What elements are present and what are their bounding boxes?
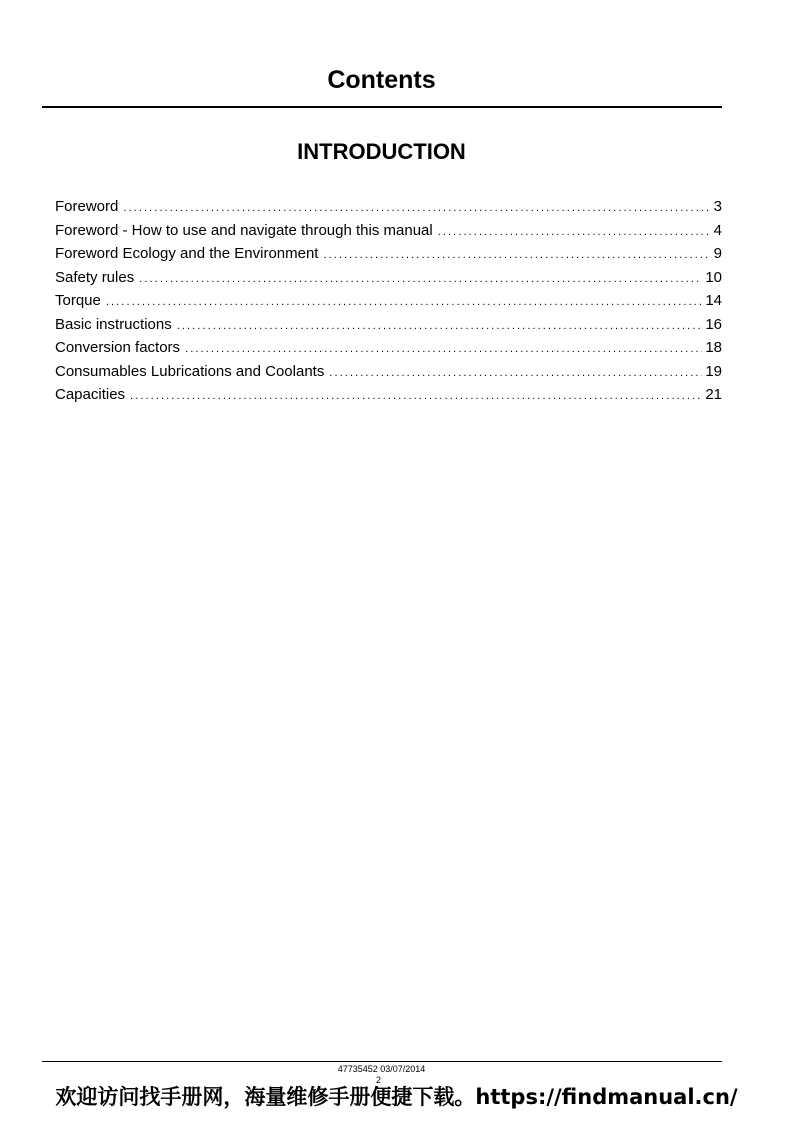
header-rule xyxy=(42,106,722,108)
dot-leader xyxy=(438,221,711,243)
table-of-contents xyxy=(55,196,722,408)
toc-entry-label[interactable]: Basic instructions xyxy=(55,315,172,333)
document-code: 47735452 03/07/2014 xyxy=(337,1064,426,1074)
footer-rule xyxy=(42,1061,722,1062)
toc-entry-page[interactable]: 19 xyxy=(705,362,722,380)
toc-entry-foreword-ecology[interactable] xyxy=(55,243,722,267)
toc-entry-safety-rules[interactable] xyxy=(55,267,722,291)
dot-leader xyxy=(139,268,702,290)
toc-entry-label[interactable]: Capacities xyxy=(55,386,126,403)
dot-leader xyxy=(177,315,703,337)
toc-entry-conversion-factors[interactable] xyxy=(55,337,722,361)
toc-entry-page[interactable]: 16 xyxy=(705,315,722,333)
dot-leader xyxy=(130,385,702,407)
toc-entry-label[interactable]: Foreword xyxy=(55,198,119,215)
toc-entry-label[interactable]: Safety rules xyxy=(55,268,135,286)
toc-entry-page[interactable]: 18 xyxy=(705,339,722,356)
dot-leader xyxy=(329,362,702,384)
toc-entry-torque[interactable] xyxy=(55,290,722,314)
toc-entry-foreword-navigate[interactable] xyxy=(55,220,722,244)
dot-leader xyxy=(323,244,710,266)
toc-entry-basic-instructions[interactable] xyxy=(55,314,722,338)
dot-leader xyxy=(106,291,702,313)
toc-entry-page[interactable]: 3 xyxy=(713,198,722,215)
toc-entry-label[interactable]: Consumables Lubrications and Coolants xyxy=(55,362,325,380)
toc-entry-page[interactable]: 9 xyxy=(713,245,722,262)
toc-entry-page[interactable]: 10 xyxy=(705,268,722,286)
page-number: 2 xyxy=(376,1075,382,1085)
dot-leader xyxy=(185,338,702,360)
toc-entry-page[interactable]: 14 xyxy=(705,292,722,309)
section-title: INTRODUCTION xyxy=(297,139,466,164)
toc-entry-label[interactable]: Conversion factors xyxy=(55,339,181,356)
dot-leader xyxy=(123,197,710,219)
toc-entry-capacities[interactable] xyxy=(55,384,722,408)
toc-entry-page[interactable]: 21 xyxy=(705,386,722,403)
toc-entry-page[interactable]: 4 xyxy=(713,221,722,239)
toc-entry-label[interactable]: Foreword - How to use and navigate through this manual xyxy=(55,221,433,239)
toc-entry-consumables[interactable] xyxy=(55,361,722,385)
toc-entry-foreword[interactable] xyxy=(55,196,722,220)
toc-entry-label[interactable]: Foreword Ecology and the Environment xyxy=(55,245,319,262)
watermark-text: 欢迎访问找手册网，海量维修手册便捷下载。https://findmanual.cn/ xyxy=(55,1085,738,1109)
page-title: Contents xyxy=(327,66,436,94)
toc-entry-label[interactable]: Torque xyxy=(55,292,101,309)
